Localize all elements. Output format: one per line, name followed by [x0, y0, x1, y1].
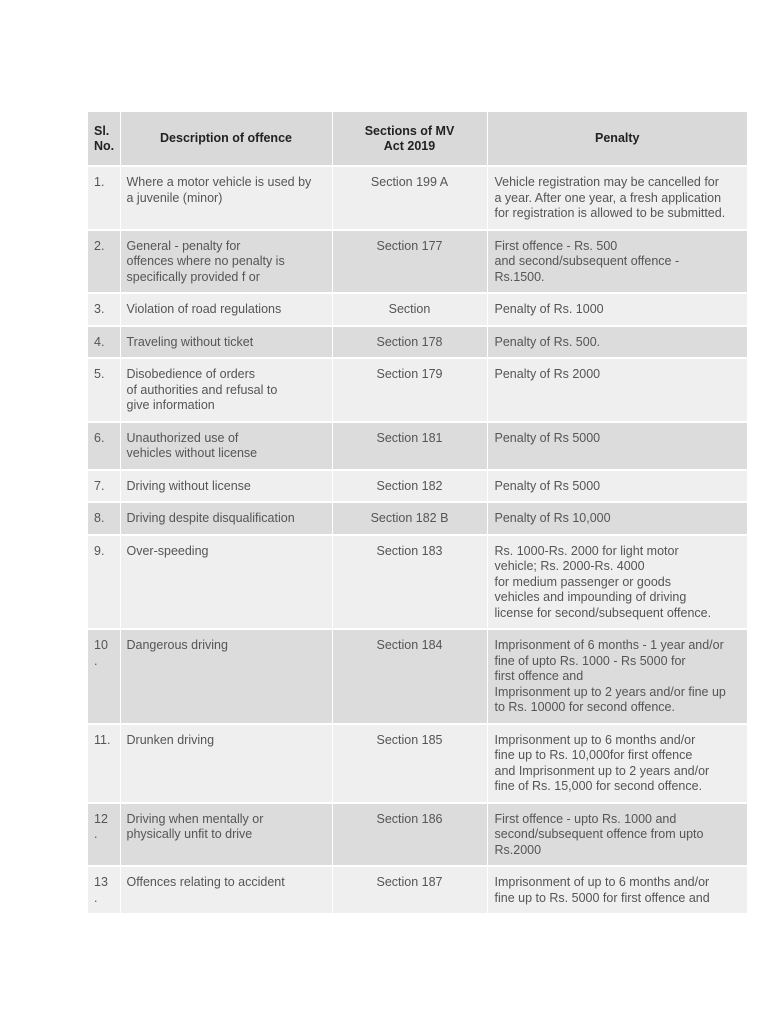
cell-serial-number: 7. [88, 470, 120, 503]
cell-section: Section 183 [332, 535, 487, 630]
cell-section: Section 184 [332, 629, 487, 724]
cell-description: General - penalty for offences where no penalty is specifically provided f or [120, 230, 332, 294]
table-row [88, 422, 747, 470]
cell-description: Unauthorized use of vehicles without license [120, 422, 332, 470]
table-row [88, 293, 747, 326]
cell-penalty: Penalty of Rs. 500. [487, 326, 747, 359]
cell-penalty: Rs. 1000-Rs. 2000 for light motor vehicle; Rs. 2000-Rs. 4000 for medium passenger or goods vehicles and impounding of driving license for second/subsequent offence. [487, 535, 747, 630]
cell-description: Driving when mentally or physically unfit to drive [120, 803, 332, 867]
table-header [88, 112, 747, 166]
table-row [88, 166, 747, 230]
cell-description: Driving without license [120, 470, 332, 503]
header-description-label: Description of offence [160, 131, 292, 145]
cell-penalty: Penalty of Rs 2000 [487, 358, 747, 422]
table-body [88, 166, 747, 913]
cell-description: Traveling without ticket [120, 326, 332, 359]
header-penalty-label: Penalty [595, 131, 640, 145]
header-row [88, 112, 747, 166]
cell-serial-number: 6. [88, 422, 120, 470]
table-row [88, 866, 747, 913]
cell-serial-number: 5. [88, 358, 120, 422]
cell-serial-number: 2. [88, 230, 120, 294]
cell-serial-number: 8. [88, 502, 120, 535]
cell-section: Section 186 [332, 803, 487, 867]
cell-serial-number: 4. [88, 326, 120, 359]
cell-penalty: Imprisonment up to 6 months and/or fine up to Rs. 10,000for first offence and Imprisonment up to 2 years and/or fine of Rs. 15,000 for second offence. [487, 724, 747, 803]
header-serial-number-label: Sl. No. [94, 123, 115, 153]
cell-serial-number: 11. [88, 724, 120, 803]
header-section [332, 112, 487, 166]
cell-section: Section 185 [332, 724, 487, 803]
cell-penalty: Imprisonment of up to 6 months and/or fine up to Rs. 5000 for first offence and [487, 866, 747, 913]
cell-section: Section 182 [332, 470, 487, 503]
cell-description: Where a motor vehicle is used by a juvenile (minor) [120, 166, 332, 230]
table-row [88, 470, 747, 503]
table-row [88, 230, 747, 294]
cell-serial-number: 10 . [88, 629, 120, 724]
cell-serial-number: 3. [88, 293, 120, 326]
cell-penalty: Penalty of Rs 10,000 [487, 502, 747, 535]
header-serial-number [88, 112, 120, 166]
cell-section: Section 181 [332, 422, 487, 470]
table-row [88, 358, 747, 422]
offence-penalty-table [88, 112, 747, 913]
cell-section: Section 182 B [332, 502, 487, 535]
cell-penalty: First offence - Rs. 500 and second/subsequent offence - Rs.1500. [487, 230, 747, 294]
cell-description: Disobedience of orders of authorities and refusal to give information [120, 358, 332, 422]
cell-section: Section 177 [332, 230, 487, 294]
cell-penalty: Penalty of Rs 5000 [487, 422, 747, 470]
cell-penalty: Vehicle registration may be cancelled for a year. After one year, a fresh application for registration is allowed to be submitted. [487, 166, 747, 230]
cell-penalty: Penalty of Rs 5000 [487, 470, 747, 503]
cell-description: Offences relating to accident [120, 866, 332, 913]
cell-serial-number: 9. [88, 535, 120, 630]
cell-section: Section 199 A [332, 166, 487, 230]
cell-section: Section 178 [332, 326, 487, 359]
table-row [88, 535, 747, 630]
header-section-label: Sections of MV Act 2019 [364, 123, 455, 153]
cell-section: Section 187 [332, 866, 487, 913]
cell-description: Drunken driving [120, 724, 332, 803]
cell-serial-number: 1. [88, 166, 120, 230]
cell-penalty: First offence - upto Rs. 1000 and second/subsequent offence from upto Rs.2000 [487, 803, 747, 867]
cell-penalty: Penalty of Rs. 1000 [487, 293, 747, 326]
cell-penalty: Imprisonment of 6 months - 1 year and/or fine of upto Rs. 1000 - Rs 5000 for first offence and Imprisonment up to 2 years and/or fine up to Rs. 10000 for second offence. [487, 629, 747, 724]
table-row [88, 724, 747, 803]
header-description [120, 112, 332, 166]
cell-section: Section 179 [332, 358, 487, 422]
table-row [88, 629, 747, 724]
cell-description: Violation of road regulations [120, 293, 332, 326]
table-row [88, 326, 747, 359]
cell-description: Over-speeding [120, 535, 332, 630]
header-penalty [487, 112, 747, 166]
table-row [88, 803, 747, 867]
cell-serial-number: 12 . [88, 803, 120, 867]
cell-serial-number: 13 . [88, 866, 120, 913]
cell-description: Dangerous driving [120, 629, 332, 724]
cell-section: Section [332, 293, 487, 326]
cell-description: Driving despite disqualification [120, 502, 332, 535]
table-row [88, 502, 747, 535]
